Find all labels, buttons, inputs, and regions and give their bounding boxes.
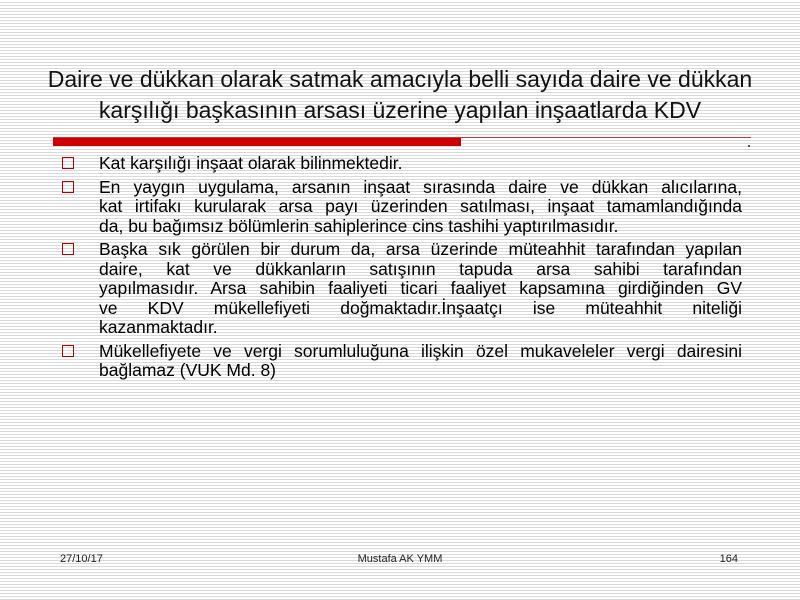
bullet-item [60, 154, 742, 174]
divider-end-mark [748, 145, 750, 147]
bullet-text-line: ve KDV mükellefiyeti doğmaktadır.İnşaatçı ise müteahhit niteliği [99, 297, 742, 318]
bullet-text-line: da, bu bağımsız bölümlerin sahiplerince cins tashihi yaptırılmasıdır. [99, 215, 619, 236]
bullet-item [60, 240, 742, 338]
slide-title-line-1: Daire ve dükkan olarak satmak amacıyla belli sayıda daire ve dükkan [47, 66, 753, 92]
bullet-list [60, 154, 742, 385]
bullet-text-line: bağlamaz (VUK Md. 8) [99, 360, 277, 380]
footer-author: Mustafa AK YMM [357, 553, 443, 565]
bullet-item [60, 342, 742, 381]
bullet-text-line: Başka sık görülen bir durum da, arsa üzerinde müteahhit tarafından yapılan [99, 239, 742, 259]
square-bullet-icon [62, 181, 74, 193]
footer-page-number: 164 [719, 553, 738, 565]
title-divider-thick [53, 138, 461, 146]
slide-title [40, 64, 760, 126]
bullet-text-line: yapılmasıdır. Arsa sahibin faaliyeti ticari faaliyet kapsamına girdiğinden GV [99, 278, 742, 298]
square-bullet-icon [62, 243, 74, 255]
bullet-text-line: kat irtifakı kurularak arsa payı üzerinden satılması, inşaat tamamlandığında [99, 196, 742, 216]
bullet-text-line: daire, kat ve dükkanların satışının tapuda arsa sahibi tarafından [99, 258, 742, 279]
bullet-text-line: En yaygın uygulama, arsanın inşaat sırasında daire ve dükkan alıcılarına, [99, 176, 742, 197]
square-bullet-icon [62, 345, 74, 357]
bullet-text-line: Kat karşılığı inşaat olarak bilinmektedir. [99, 153, 403, 173]
bullet-item [60, 178, 742, 237]
slide-title-line-2: karşılığı başkasının arsası üzerine yapılan inşaatlarda KDV [98, 97, 702, 123]
footer-date: 27/10/17 [60, 553, 103, 565]
bullet-text-line: Mükellefiyete ve vergi sorumluluğuna ilişkin özel mukaveleler vergi dairesini [99, 340, 742, 361]
bullet-text-line: kazanmaktadır. [99, 317, 218, 337]
square-bullet-icon [62, 157, 74, 169]
